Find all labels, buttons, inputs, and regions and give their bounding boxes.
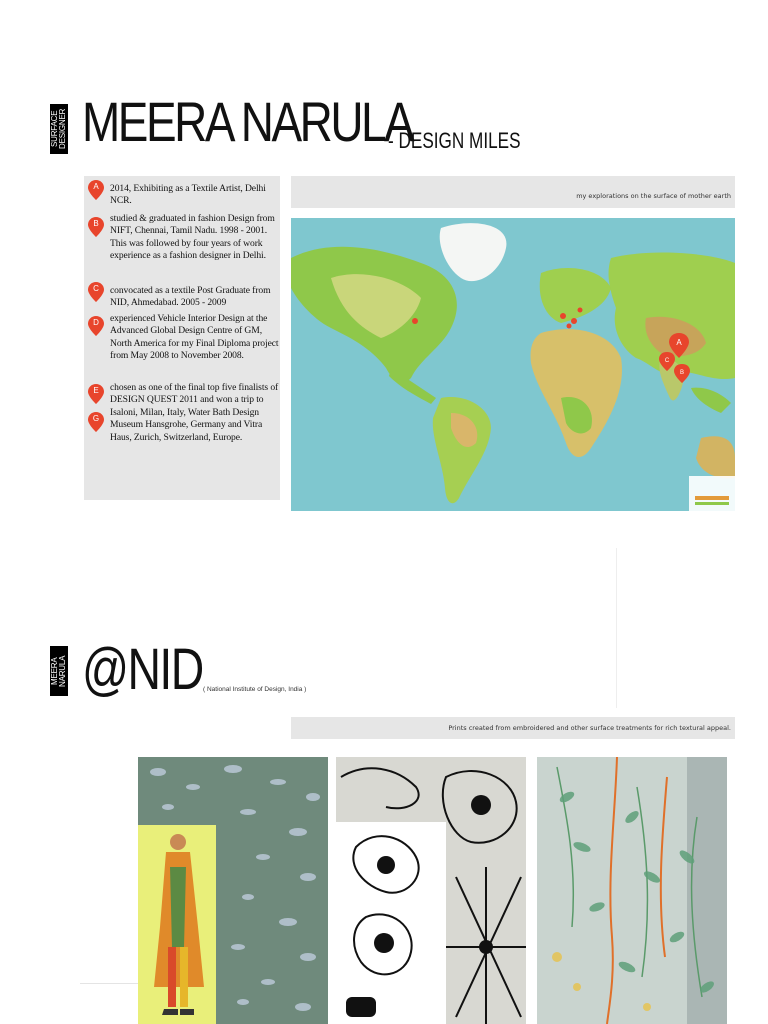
bio-item-d: experienced Vehicle Interior Design at the Advanced Global Design Centre of GM, North America for my Final Diploma project from May 2008 to November 2008. <box>110 313 279 362</box>
meera-narula-tag: MEERA NARULA <box>50 646 68 696</box>
thin-divider <box>80 983 138 984</box>
nid-title: @NID <box>82 637 203 702</box>
map-pin-b-label: B <box>679 370 685 376</box>
photo-fashion-illustration <box>138 757 328 1024</box>
pin-e-label: E <box>93 386 99 395</box>
prints-caption: Prints created from embroidered and other surface treatments for rich textural appeal. <box>291 717 735 739</box>
bio-item-a: 2014, Exhibiting as a Textile Artist, Delhi NCR. <box>110 183 266 207</box>
bio-item-c: convocated as a textile Post Graduate from NID, Ahmedabad. 2005 - 2009 <box>110 285 271 309</box>
pin-e-icon <box>88 384 104 404</box>
pin-a-label: A <box>93 182 99 191</box>
pin-g-label: G <box>92 414 100 423</box>
photo-botanical-panel <box>537 757 727 1024</box>
bio-item-e: chosen as one of the final top five finalists of DESIGN QUEST 2011 and won a trip to Isaloni, Milan, Italy, Water Bath Design Museum Hansgrohe, Germany and Vitra Haus, Zurich, Switzerland, Europe. <box>110 382 279 443</box>
map-pin-c-label: C <box>664 358 670 364</box>
divider-line <box>616 548 617 708</box>
page-subtitle: - DESIGN MILES <box>388 128 521 153</box>
pin-b-label: B <box>93 219 99 228</box>
bio-item-b: studied & graduated in fashion Design from NIFT, Chennai, Tamil Nadu. 1998 - 2001. This was followed by four years of work experience as a fashion designer in Delhi. <box>110 213 275 262</box>
bio-panel <box>84 176 280 500</box>
pin-a-icon <box>88 180 104 200</box>
nid-subtitle: ( National Institute of Design, India ) <box>203 686 307 693</box>
pin-d-icon <box>88 316 104 336</box>
pin-b-icon <box>88 217 104 237</box>
map-pin-a-label: A <box>676 338 682 347</box>
world-map <box>291 218 735 511</box>
pin-c-label: C <box>93 284 99 293</box>
pin-d-label: D <box>93 318 99 327</box>
photo-embroidered-print <box>336 757 526 1024</box>
pin-g-icon <box>88 412 104 432</box>
pin-c-icon <box>88 282 104 302</box>
page-title: MEERA NARULA <box>82 90 413 153</box>
world-map-illustration <box>291 218 735 511</box>
surface-designer-tag: SURFACE DESIGNER <box>50 104 68 154</box>
map-caption: my explorations on the surface of mother earth <box>291 176 735 208</box>
